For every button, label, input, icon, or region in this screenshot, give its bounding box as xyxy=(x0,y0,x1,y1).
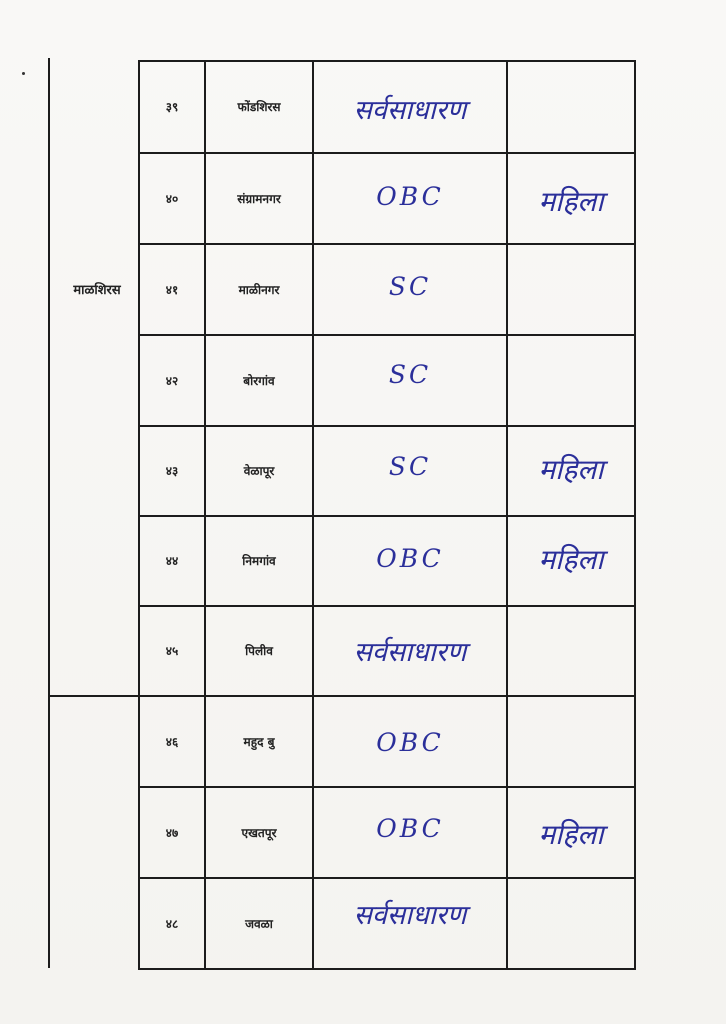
row-line-1 xyxy=(138,152,636,154)
women-reservation: महिला xyxy=(538,818,604,851)
village-name: फोंडशिरस xyxy=(237,100,281,114)
row-line-0 xyxy=(138,60,636,62)
row-number: ४२ xyxy=(165,374,179,388)
row-number: ४८ xyxy=(165,917,179,931)
page-mark xyxy=(22,72,25,75)
reservation-category: OBC xyxy=(376,182,444,211)
row-line-4 xyxy=(138,425,636,427)
row-number: ४५ xyxy=(165,644,179,658)
village-name: निमगांव xyxy=(242,554,276,568)
reservation-category: OBC xyxy=(376,544,444,573)
row-line-5 xyxy=(138,515,636,517)
village-name: पिलीव xyxy=(245,644,273,658)
row-line-10 xyxy=(138,968,636,970)
reservation-category: OBC xyxy=(376,728,444,757)
row-line-6 xyxy=(138,605,636,607)
reservation-category: सर्वसाधारण xyxy=(353,637,467,668)
row-number: ४४ xyxy=(165,554,179,568)
row-number: ४७ xyxy=(165,826,179,840)
women-reservation: महिला xyxy=(538,453,604,486)
row-line-7 xyxy=(138,695,636,697)
row-number: ३९ xyxy=(165,100,179,114)
row-number: ४० xyxy=(165,192,179,206)
row-line-2 xyxy=(138,243,636,245)
row-number: ४३ xyxy=(165,464,179,478)
reservation-category: SC xyxy=(388,272,432,301)
reservation-category: OBC xyxy=(376,814,444,843)
women-reservation: महिला xyxy=(538,185,604,218)
village-name: वेळापूर xyxy=(243,464,275,478)
row-number: ४६ xyxy=(165,735,179,749)
village-name: जवळा xyxy=(245,917,273,931)
row-line-3 xyxy=(138,334,636,336)
reservation-category: सर्वसाधारण xyxy=(353,900,467,931)
taluka-name: माळशिरस xyxy=(73,283,121,298)
village-name: एखतपूर xyxy=(241,826,277,840)
row-line-8 xyxy=(138,786,636,788)
taluka-divider xyxy=(48,695,140,697)
table-border-left xyxy=(48,58,50,968)
row-line-9 xyxy=(138,877,636,879)
village-name: माळीनगर xyxy=(238,283,280,297)
village-name: संग्रामनगर xyxy=(237,192,281,206)
reservation-category: SC xyxy=(388,452,432,481)
reservation-category: SC xyxy=(388,360,432,389)
women-reservation: महिला xyxy=(538,543,604,576)
village-name: बोरगांव xyxy=(243,374,275,388)
reservation-category: सर्वसाधारण xyxy=(353,95,467,126)
village-name: महुद बु xyxy=(243,735,275,749)
row-number: ४१ xyxy=(165,283,179,297)
